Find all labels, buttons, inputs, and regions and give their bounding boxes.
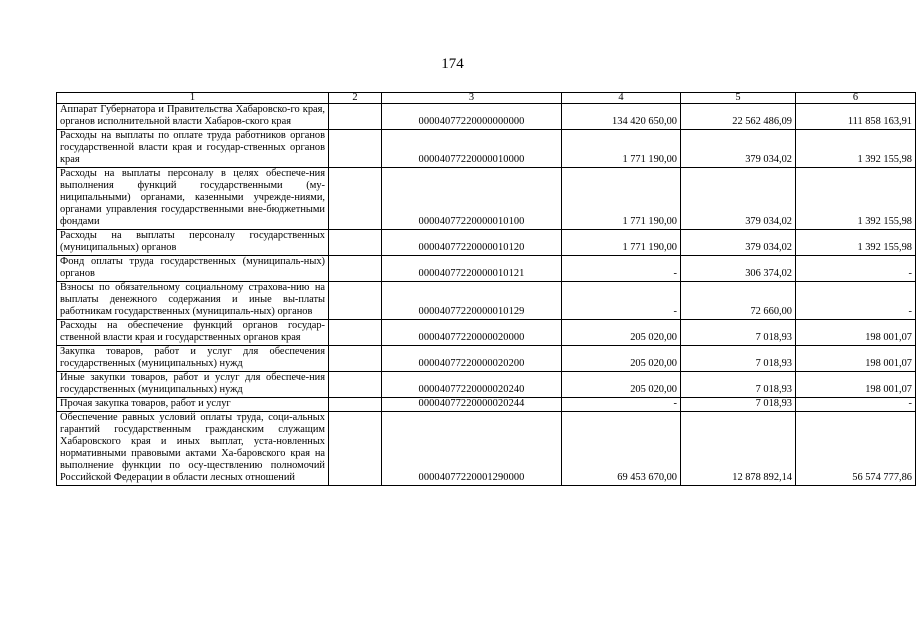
row-col2 bbox=[329, 320, 382, 346]
row-value-6: 1 392 155,98 bbox=[796, 168, 916, 230]
row-col2 bbox=[329, 398, 382, 412]
row-code: 00004077220000010120 bbox=[382, 230, 562, 256]
row-name: Обеспечение равных условий оплаты труда, соци-альных гарантий государственным гражданским служащим Хабаровского края и иных выплат, уста-новленных нормативными правовыми актами Ха-баровского края на выполнение функции по осу-ществлению полномочий Российской Федерации в области лесных отношений bbox=[57, 412, 329, 486]
row-col2 bbox=[329, 256, 382, 282]
row-value-6: 56 574 777,86 bbox=[796, 412, 916, 486]
row-code: 00004077220000000000 bbox=[382, 104, 562, 130]
column-header-1: 1 bbox=[57, 93, 329, 104]
row-value-5: 379 034,02 bbox=[681, 168, 796, 230]
table-row bbox=[57, 346, 916, 372]
row-value-5: 7 018,93 bbox=[681, 320, 796, 346]
table-row bbox=[57, 412, 916, 486]
row-value-5: 12 878 892,14 bbox=[681, 412, 796, 486]
column-header-3: 3 bbox=[382, 93, 562, 104]
row-value-5: 379 034,02 bbox=[681, 130, 796, 168]
row-code: 00004077220000010000 bbox=[382, 130, 562, 168]
row-value-5: 22 562 486,09 bbox=[681, 104, 796, 130]
row-col2 bbox=[329, 372, 382, 398]
row-value-6: - bbox=[796, 282, 916, 320]
row-col2 bbox=[329, 230, 382, 256]
page-number: 174 bbox=[441, 56, 464, 72]
row-value-6: 1 392 155,98 bbox=[796, 230, 916, 256]
row-value-5: 7 018,93 bbox=[681, 346, 796, 372]
row-value-5: 7 018,93 bbox=[681, 372, 796, 398]
table-row bbox=[57, 372, 916, 398]
row-name: Закупка товаров, работ и услуг для обеспечения государственных (муниципальных) нужд bbox=[57, 346, 329, 372]
row-code: 00004077220000010100 bbox=[382, 168, 562, 230]
row-value-4: 1 771 190,00 bbox=[562, 130, 681, 168]
row-value-4: - bbox=[562, 398, 681, 412]
row-code: 00004077220001290000 bbox=[382, 412, 562, 486]
row-name: Расходы на выплаты по оплате труда работников органов государственной власти края и государ-ственных органов края bbox=[57, 130, 329, 168]
row-code: 00004077220000010129 bbox=[382, 282, 562, 320]
table-row bbox=[57, 282, 916, 320]
row-value-4: - bbox=[562, 256, 681, 282]
row-name: Расходы на выплаты персоналу в целях обеспече-ния выполнения функций государственными (му-ниципальными) органами, казенными учрежде-ниями, органами управления государственными вне-бюджетными фондами bbox=[57, 168, 329, 230]
row-value-6: 198 001,07 bbox=[796, 346, 916, 372]
row-value-5: 72 660,00 bbox=[681, 282, 796, 320]
row-col2 bbox=[329, 346, 382, 372]
table-row bbox=[57, 256, 916, 282]
column-header-2: 2 bbox=[329, 93, 382, 104]
column-header-6: 6 bbox=[796, 93, 916, 104]
row-col2 bbox=[329, 130, 382, 168]
row-value-6: - bbox=[796, 398, 916, 412]
row-col2 bbox=[329, 282, 382, 320]
row-name: Взносы по обязательному социальному страхова-нию на выплаты денежного содержания и иные вы-платы работникам государственных (муниципаль-ных) органов bbox=[57, 282, 329, 320]
row-col2 bbox=[329, 104, 382, 130]
table-row bbox=[57, 320, 916, 346]
row-value-6: 1 392 155,98 bbox=[796, 130, 916, 168]
row-name: Расходы на обеспечение функций органов государ-ственной власти края и государственных органов края bbox=[57, 320, 329, 346]
row-name: Прочая закупка товаров, работ и услуг bbox=[57, 398, 329, 412]
row-name: Фонд оплаты труда государственных (муниципаль-ных) органов bbox=[57, 256, 329, 282]
table-row bbox=[57, 230, 916, 256]
row-code: 00004077220000020240 bbox=[382, 372, 562, 398]
row-value-4: 205 020,00 bbox=[562, 372, 681, 398]
row-code: 00004077220000020200 bbox=[382, 346, 562, 372]
row-code: 00004077220000020000 bbox=[382, 320, 562, 346]
row-value-6: - bbox=[796, 256, 916, 282]
row-name: Иные закупки товаров, работ и услуг для обеспече-ния государственных (муниципальных) нужд bbox=[57, 372, 329, 398]
column-header-5: 5 bbox=[681, 93, 796, 104]
row-value-5: 379 034,02 bbox=[681, 230, 796, 256]
row-code: 00004077220000020244 bbox=[382, 398, 562, 412]
row-value-4: 69 453 670,00 bbox=[562, 412, 681, 486]
row-value-4: 1 771 190,00 bbox=[562, 230, 681, 256]
table-row bbox=[57, 168, 916, 230]
row-col2 bbox=[329, 168, 382, 230]
table-row bbox=[57, 104, 916, 130]
row-name: Аппарат Губернатора и Правительства Хабаровско-го края, органов исполнительной власти Хабаров-ского края bbox=[57, 104, 329, 130]
row-value-5: 306 374,02 bbox=[681, 256, 796, 282]
row-value-6: 198 001,07 bbox=[796, 320, 916, 346]
row-value-4: 134 420 650,00 bbox=[562, 104, 681, 130]
row-value-6: 198 001,07 bbox=[796, 372, 916, 398]
budget-table bbox=[56, 92, 916, 486]
row-value-4: 205 020,00 bbox=[562, 320, 681, 346]
row-name: Расходы на выплаты персоналу государственных (муниципальных) органов bbox=[57, 230, 329, 256]
row-col2 bbox=[329, 412, 382, 486]
row-value-4: 1 771 190,00 bbox=[562, 168, 681, 230]
row-value-6: 111 858 163,91 bbox=[796, 104, 916, 130]
row-value-4: 205 020,00 bbox=[562, 346, 681, 372]
table-row bbox=[57, 398, 916, 412]
row-value-4: - bbox=[562, 282, 681, 320]
row-code: 00004077220000010121 bbox=[382, 256, 562, 282]
table-row bbox=[57, 130, 916, 168]
row-value-5: 7 018,93 bbox=[681, 398, 796, 412]
table-header-row bbox=[57, 93, 916, 104]
column-header-4: 4 bbox=[562, 93, 681, 104]
